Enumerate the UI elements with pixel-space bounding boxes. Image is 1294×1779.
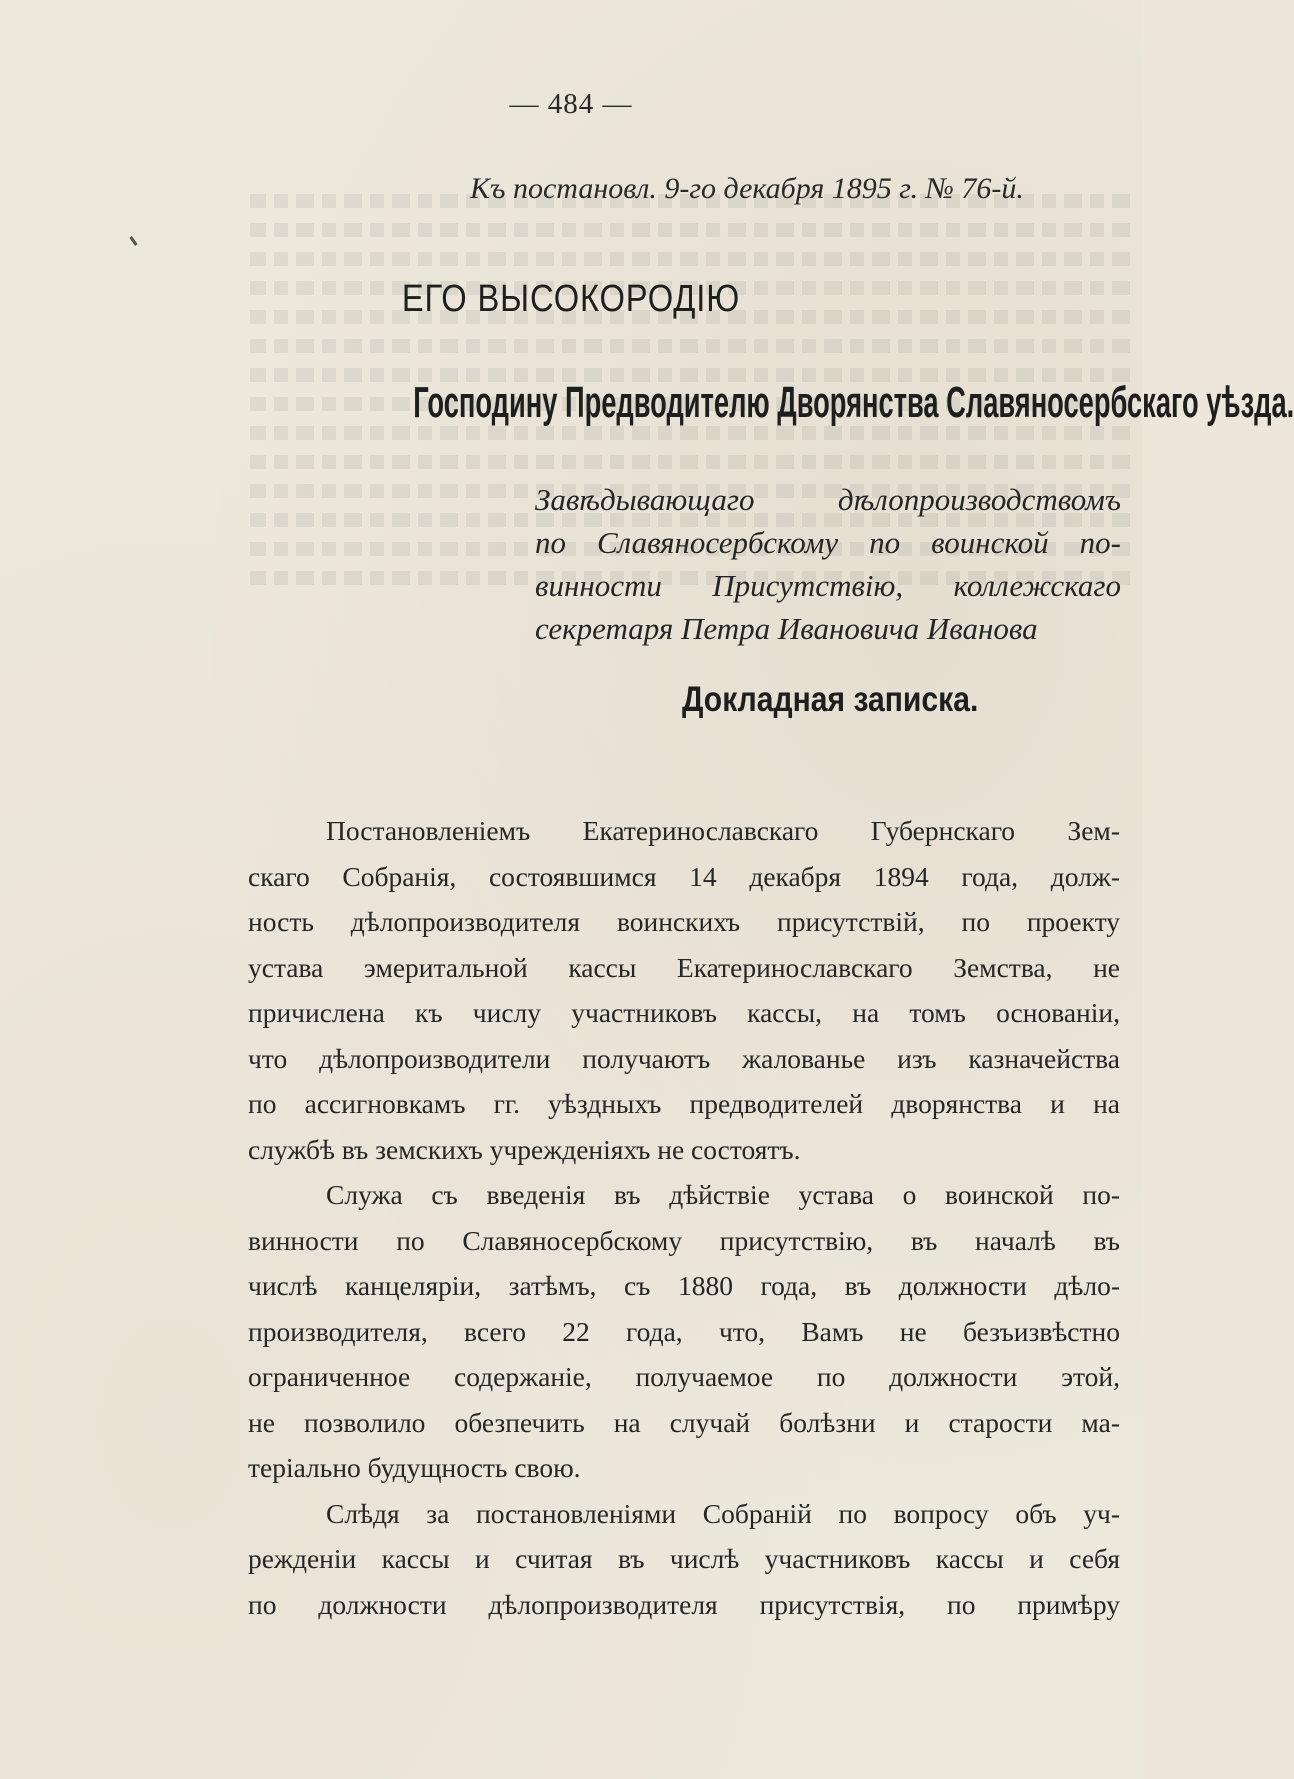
page-number: — 484 —: [509, 88, 633, 120]
body-line: причислена къ числу участниковъ кассы, на томъ основаніи,: [248, 997, 1120, 1028]
body-line: Слѣдя за постановленіями Собраній по вопросу объ уч-: [326, 1497, 1120, 1529]
body-line: по ассигновкамъ гг. уѣздныхъ предводителей дворянства и на: [248, 1088, 1120, 1119]
sender-line: секретаря Петра Ивановича Иванова: [535, 611, 1038, 646]
sender-line: винности Присутствію, коллежскаго: [535, 568, 1121, 603]
sender-line: Завѣдывающаго дѣлопроизводствомъ: [535, 482, 1121, 517]
body-line: ограниченное содержаніе, получаемое по должности этой,: [248, 1361, 1120, 1392]
body-line: Служа съ введенія въ дѣйствіе устава о воинской по-: [326, 1179, 1120, 1210]
body-line: Постановленіемъ Екатеринославскаго Губернскаго Зем-: [326, 815, 1120, 846]
sender-line: по Славяносербскому по воинской по-: [535, 525, 1121, 560]
body-line: производителя, всего 22 года, что, Вамъ не безъизвѣстно: [248, 1315, 1120, 1347]
stray-ink-mark: [129, 236, 137, 246]
body-line: службѣ въ земскихъ учрежденіяхъ не состоятъ.: [248, 1133, 801, 1165]
document-title: Докладная записка.: [682, 680, 979, 719]
body-text: [248, 808, 1120, 1627]
body-line: режденіи кассы и считая въ числѣ участниковъ кассы и себя: [248, 1543, 1120, 1574]
body-line: ность дѣлопроизводителя воинскихъ присутствій, по проекту: [248, 906, 1120, 937]
reference-line: Къ постановл. 9-го декабря 1895 г. № 76-й.: [470, 172, 1024, 205]
addressee-title: ЕГО ВЫСОКОРОДІЮ: [401, 278, 741, 320]
addressee-name: Господину Предводителю Дворянства Славяносербскаго уѣзда.: [413, 378, 1294, 427]
body-line: числѣ канцеляріи, затѣмъ, съ 1880 года, въ должности дѣло-: [248, 1270, 1120, 1301]
body-line: теріально будущность свою.: [248, 1452, 581, 1483]
body-line: не позволило обезпечить на случай болѣзни и старости ма-: [248, 1406, 1120, 1438]
body-line: устава эмеритальной кассы Екатеринославскаго Земства, не: [248, 951, 1120, 983]
sender-block: [535, 478, 1121, 650]
body-line: по должности дѣлопроизводителя присутствія, по примѣру: [248, 1588, 1120, 1620]
body-line: скаго Собранія, состоявшимся 14 декабря 1894 года, долж-: [248, 860, 1120, 892]
body-line: винности по Славяносербскому присутствію, въ началѣ въ: [248, 1224, 1120, 1256]
body-line: что дѣлопроизводители получаютъ жалованье изъ казначейства: [248, 1042, 1120, 1074]
